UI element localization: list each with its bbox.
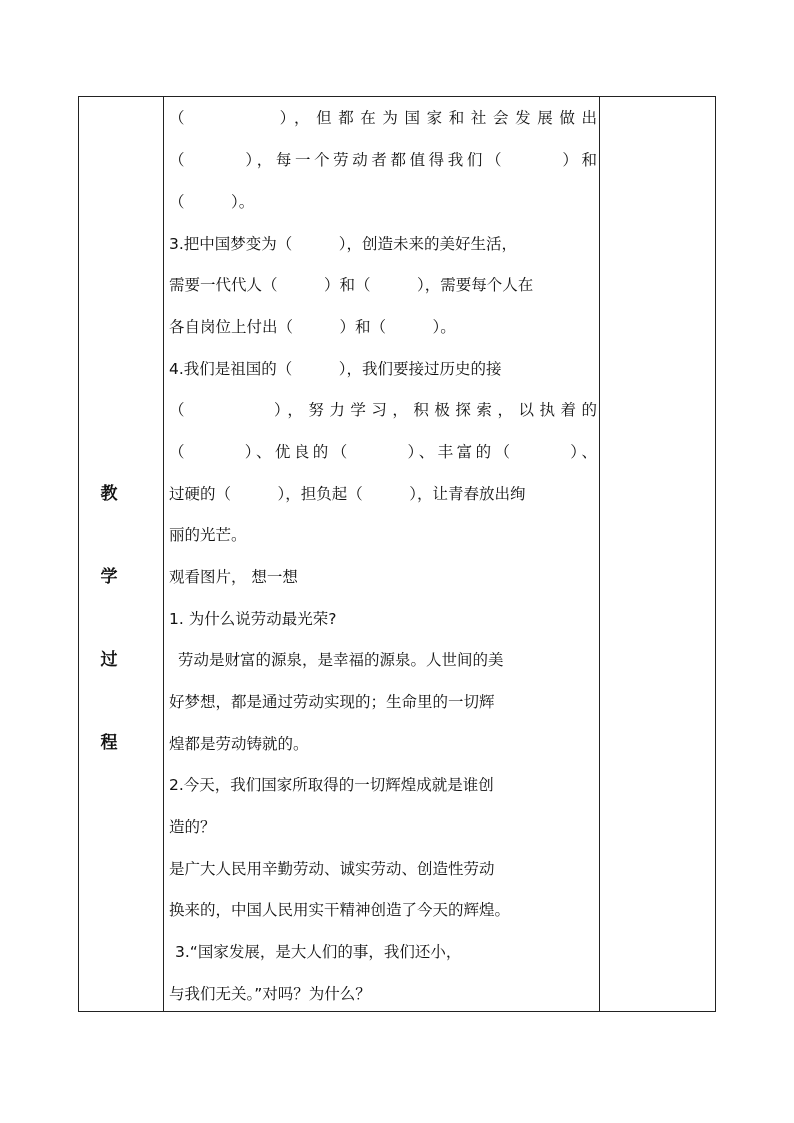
- text-line: 丽的光芒。: [169, 526, 247, 544]
- section-label-cell: [79, 97, 163, 1011]
- lesson-plan-table: [78, 96, 716, 1012]
- text-line: 2.今天，我们国家所取得的一切辉煌成就是谁创: [169, 776, 494, 794]
- content-cell: [169, 97, 597, 1011]
- text-line: 4.我们是祖国的（ ），我们要接过历史的接: [169, 360, 502, 378]
- section-label-char: 过: [100, 650, 118, 670]
- text-line: （ ）。: [169, 193, 255, 211]
- section-label-char: 教: [100, 484, 118, 504]
- text-line: 过硬的（ ），担负起（ ），让青春放出绚: [169, 485, 526, 503]
- text-line: 需要一代代人（ ）和（ ），需要每个人在: [169, 276, 534, 294]
- text-line: （ ），但都在为国家和社会发展做出: [169, 109, 597, 127]
- section-label-char: 程: [100, 733, 118, 753]
- text-line: 与我们无关。”对吗？为什么？: [169, 985, 371, 1003]
- text-line: 3.把中国梦变为（ ），创造未来的美好生活，: [169, 235, 518, 253]
- text-line: 3.“国家发展，是大人们的事，我们还小，: [175, 943, 462, 961]
- text-line: 1. 为什么说劳动最光荣?: [169, 610, 337, 628]
- text-line: （ ），每一个劳动者都值得我们（ ）和: [169, 151, 597, 169]
- column-divider: [163, 97, 164, 1011]
- text-line: 换来的，中国人民用实干精神创造了今天的辉煌。: [169, 901, 511, 919]
- text-line: 造的？: [169, 818, 216, 836]
- text-line: 劳动是财富的源泉，是幸福的源泉。人世间的美: [178, 651, 504, 669]
- remark-cell: [600, 97, 716, 1011]
- text-line: （ ），努力学习，积极探索，以执着的: [169, 401, 597, 419]
- section-label-char: 学: [100, 567, 118, 587]
- text-line: 观看图片， 想一想: [169, 568, 298, 586]
- text-line: 各自岗位上付出（ ）和（ ）。: [169, 318, 456, 336]
- text-line: 好梦想，都是通过劳动实现的；生命里的一切辉: [169, 693, 495, 711]
- text-line: 煌都是劳动铸就的。: [169, 735, 309, 753]
- text-line: （ ）、优良的（ ）、丰富的（ ）、: [169, 443, 597, 461]
- text-line: 是广大人民用辛勤劳动、诚实劳动、创造性劳动: [169, 860, 495, 878]
